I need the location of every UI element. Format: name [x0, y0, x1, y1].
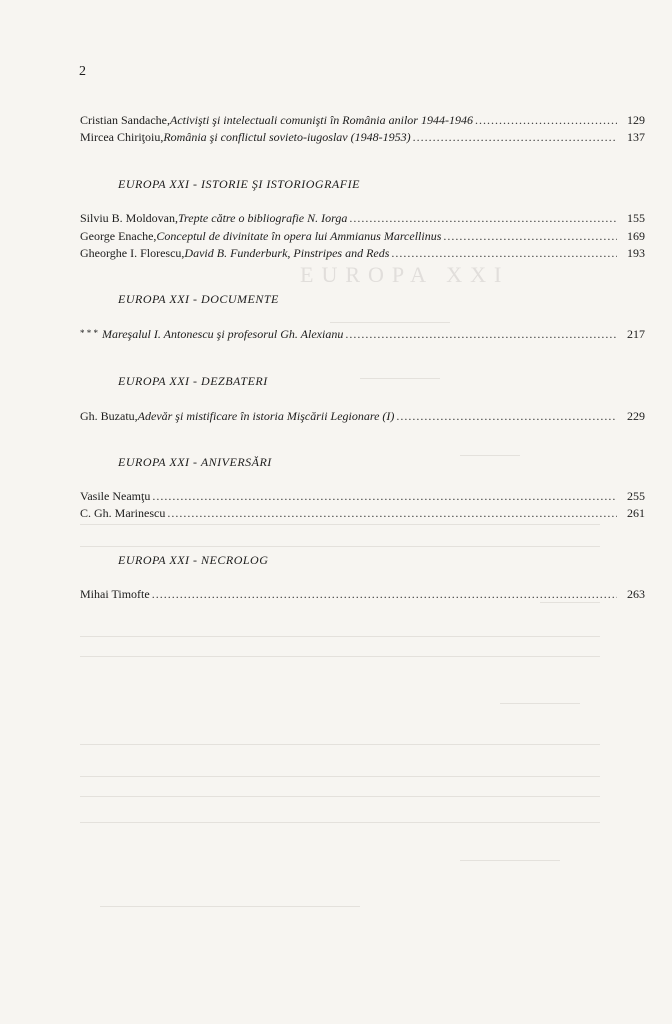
entry-author: Gheorghe I. Florescu,	[80, 246, 185, 260]
entry-page: 137	[627, 130, 645, 144]
leader-dots	[391, 246, 617, 260]
leader-dots	[443, 229, 617, 243]
toc-entry	[80, 246, 645, 260]
bleed-through-line	[80, 776, 600, 777]
leader-dots	[152, 587, 617, 601]
entry-title: Conceptul de divinitate în opera lui Ammianus Marcellinus	[156, 229, 442, 243]
entry-page: 129	[627, 113, 645, 127]
entry-author: Vasile Neamţu	[80, 489, 151, 503]
entry-title: România şi conflictul sovieto-iugoslav (1948-1953)	[163, 130, 411, 144]
entry-author: Silviu B. Moldovan,	[80, 211, 179, 225]
section-heading: EUROPA XXI - ISTORIE ŞI ISTORIOGRAFIE	[118, 177, 360, 191]
bleed-through-line	[80, 744, 600, 745]
entry-title: David B. Funderburk, Pinstripes and Reds	[184, 246, 390, 260]
bleed-through-line	[80, 822, 600, 823]
bleed-through-line	[330, 322, 450, 323]
bleed-through-text: EUROPA XXI	[300, 262, 510, 287]
toc-entry	[80, 506, 645, 520]
leader-dots	[413, 130, 617, 144]
toc-entry	[80, 327, 645, 342]
bleed-through-line	[80, 524, 600, 525]
entry-title: Adevăr şi mistificare în istoria Mişcării Legionare (I)	[137, 409, 395, 423]
bleed-through-line	[460, 860, 560, 861]
bleed-through-line	[100, 906, 360, 907]
section-heading: EUROPA XXI - DEZBATERI	[118, 374, 268, 388]
section-heading: EUROPA XXI - NECROLOG	[118, 553, 269, 567]
entry-author: George Enache,	[80, 229, 157, 243]
entry-page: 261	[627, 506, 645, 520]
anonymous-stars-icon: * * *	[80, 328, 98, 338]
entry-author: Mircea Chiriţoiu,	[80, 130, 164, 144]
bleed-through-line	[80, 656, 600, 657]
entry-page: 169	[627, 229, 645, 243]
toc-entry	[80, 489, 645, 503]
leader-dots	[345, 327, 617, 341]
toc-entry	[80, 409, 645, 423]
entry-page: 193	[627, 246, 645, 260]
bleed-through-line	[360, 378, 440, 379]
entry-title: Trepte către o bibliografie N. Iorga	[178, 211, 348, 225]
toc-entry	[80, 113, 645, 127]
entry-author: Gh. Buzatu,	[80, 409, 138, 423]
entry-page: 155	[627, 211, 645, 225]
leader-dots	[167, 506, 617, 520]
leader-dots	[152, 489, 617, 503]
entry-page: 217	[627, 327, 645, 341]
entry-author: Mihai Timofte	[80, 587, 150, 601]
bleed-through-line	[80, 546, 600, 547]
entry-title: Mareşalul I. Antonescu şi profesorul Gh. Alexianu	[102, 327, 344, 341]
bleed-through-line	[80, 796, 600, 797]
toc-entry	[80, 130, 645, 144]
leader-dots	[349, 211, 617, 225]
entry-author: C. Gh. Marinescu	[80, 506, 166, 520]
toc-entry	[80, 229, 645, 243]
section-heading: EUROPA XXI - DOCUMENTE	[118, 292, 279, 306]
entry-page: 263	[627, 587, 645, 601]
page-number: 2	[79, 64, 86, 79]
entry-page: 255	[627, 489, 645, 503]
leader-dots	[396, 409, 617, 423]
entry-author: Cristian Sandache,	[80, 113, 170, 127]
toc-entry	[80, 211, 645, 225]
entry-page: 229	[627, 409, 645, 423]
bleed-through-line	[540, 602, 600, 603]
bleed-through-line	[80, 636, 600, 637]
leader-dots	[475, 113, 617, 127]
section-heading: EUROPA XXI - ANIVERSĂRI	[118, 455, 272, 469]
bleed-through-line	[460, 455, 520, 456]
bleed-through-line	[500, 703, 580, 704]
entry-title: Activişti şi intelectuali comunişti în România anilor 1944-1946	[169, 113, 473, 127]
toc-entry	[80, 587, 645, 601]
